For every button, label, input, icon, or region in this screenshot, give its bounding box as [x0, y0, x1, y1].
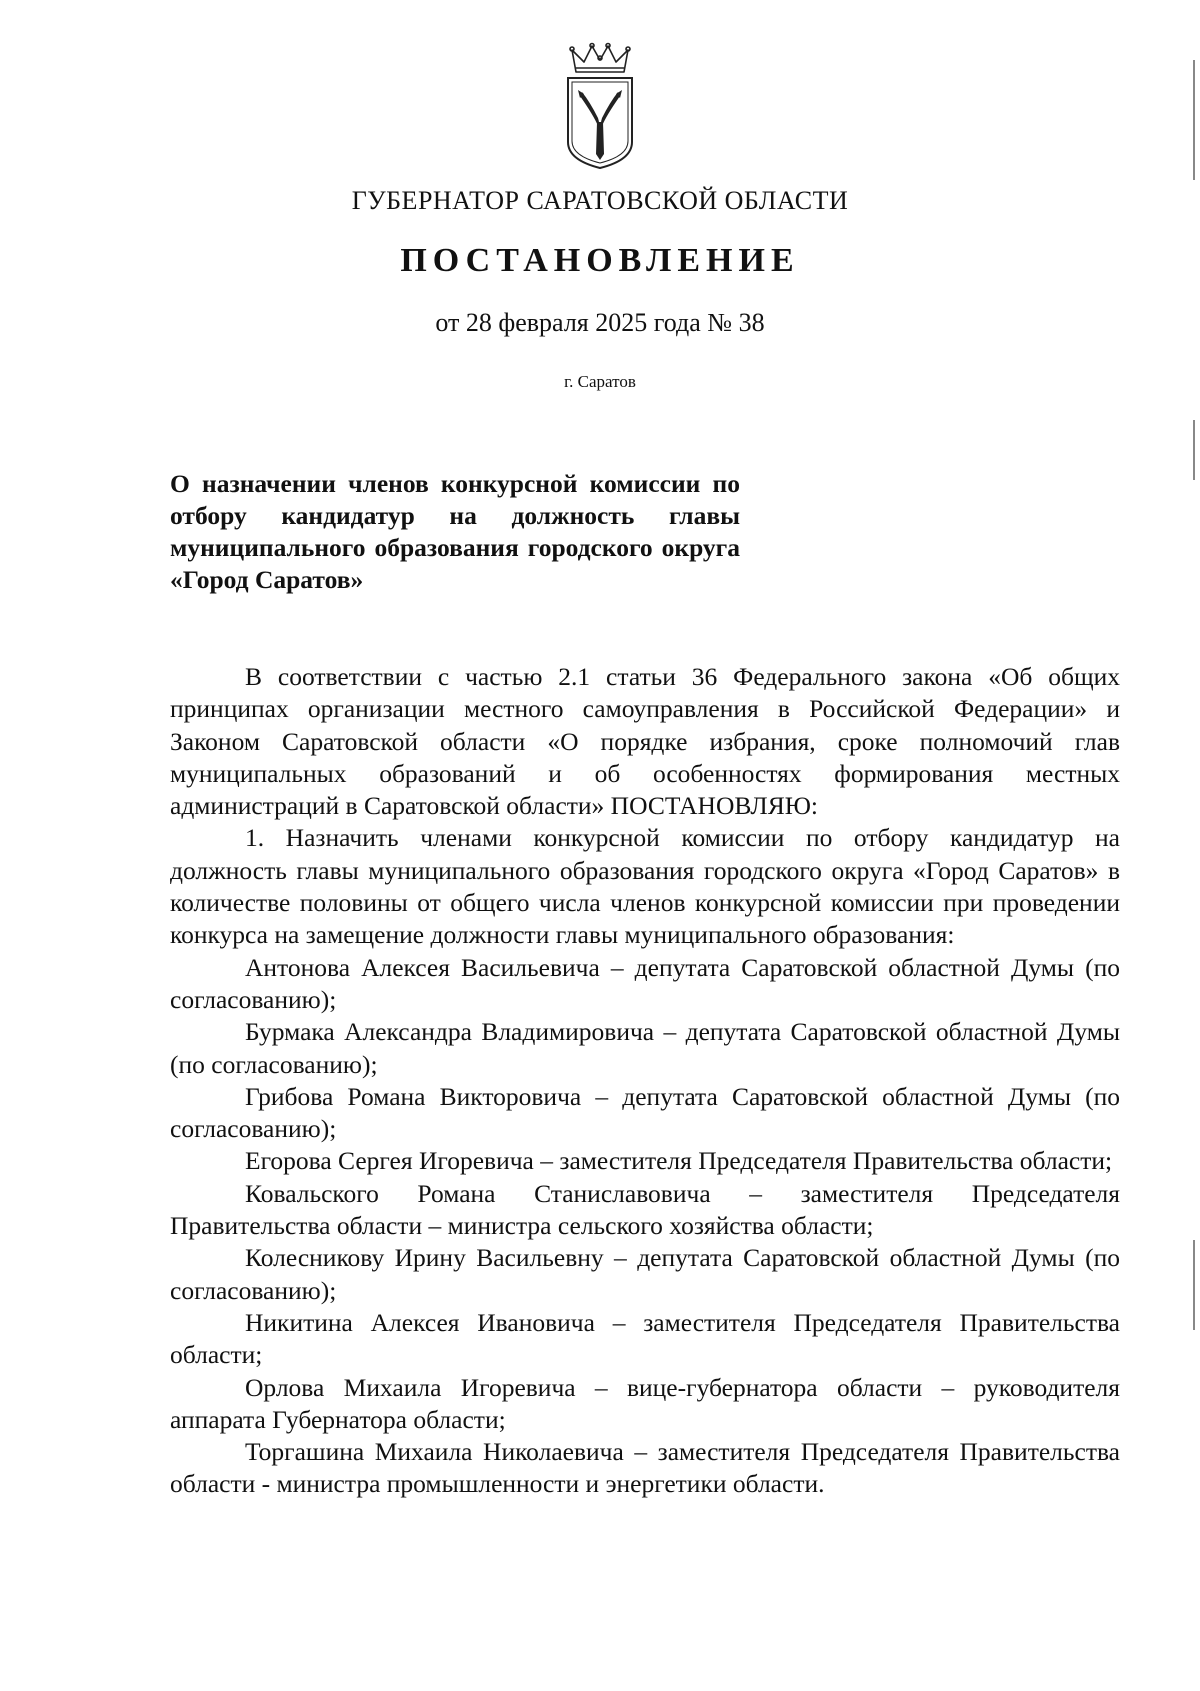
member-entry: Бурмака Александра Владимировича – депутата Саратовской областной Думы (по согласованию);: [170, 1017, 1120, 1079]
saratov-coat-of-arms-icon: [560, 42, 640, 172]
document-type: ПОСТАНОВЛЕНИЕ: [400, 242, 800, 279]
document-date-number: от 28 февраля 2025 года № 38: [435, 308, 765, 337]
member-entry: Ковальского Романа Станиславовича – заместителя Председателя Правительства области – министра сельского хозяйства области;: [170, 1178, 1120, 1241]
document-subject: О назначении членов конкурсной комиссии по отбору кандидатур на должность главы муниципального образования городского округа «Город Саратов»: [170, 469, 740, 594]
scan-edge-marks: [1193, 0, 1196, 1691]
issuing-authority: ГУБЕРНАТОР САРАТОВСКОЙ ОБЛАСТИ: [351, 186, 849, 215]
item-1-paragraph: 1. Назначить членами конкурсной комиссии по отбору кандидатур на должность главы муниципального образования городского округа «Город Саратов» в количестве половины от общего числа членов конкурсной комиссии при проведении конкурса на замещение должности главы муниципального образования:: [170, 823, 1120, 950]
document-city: г. Саратов: [564, 372, 636, 391]
member-entry: Антонова Алексея Васильевича – депутата Саратовской областной Думы (по согласованию);: [170, 952, 1120, 1014]
member-entry: Никитина Алексея Ивановича – заместителя Председателя Правительства области;: [170, 1307, 1120, 1370]
document-body: [170, 661, 1120, 1501]
preamble-paragraph: В соответствии с частью 2.1 статьи 36 Федерального закона «Об общих принципах организации местного самоуправления в Российской Федерации» и Законом Саратовской области «О порядке избрания, сроке полномочий глав муниципальных образований и об особенностях формирования местных администраций в Саратовской области» ПОСТАНОВЛЯЮ:: [170, 662, 1120, 821]
member-entry: Орлова Михаила Игоревича – вице-губернатора области – руководителя аппарата Губернатора области;: [170, 1372, 1120, 1434]
member-entry: Колесникову Ирину Васильевну – депутата Саратовской областной Думы (по согласованию);: [170, 1243, 1120, 1305]
member-entry: Грибова Романа Викторовича – депутата Саратовской областной Думы (по согласованию);: [170, 1081, 1120, 1144]
member-entry: Егорова Сергея Игоревича – заместителя Председателя Правительства области;: [245, 1146, 1113, 1176]
member-entry: Торгашина Михаила Николаевича – заместителя Председателя Правительства области - министра промышленности и энергетики области.: [170, 1437, 1120, 1499]
